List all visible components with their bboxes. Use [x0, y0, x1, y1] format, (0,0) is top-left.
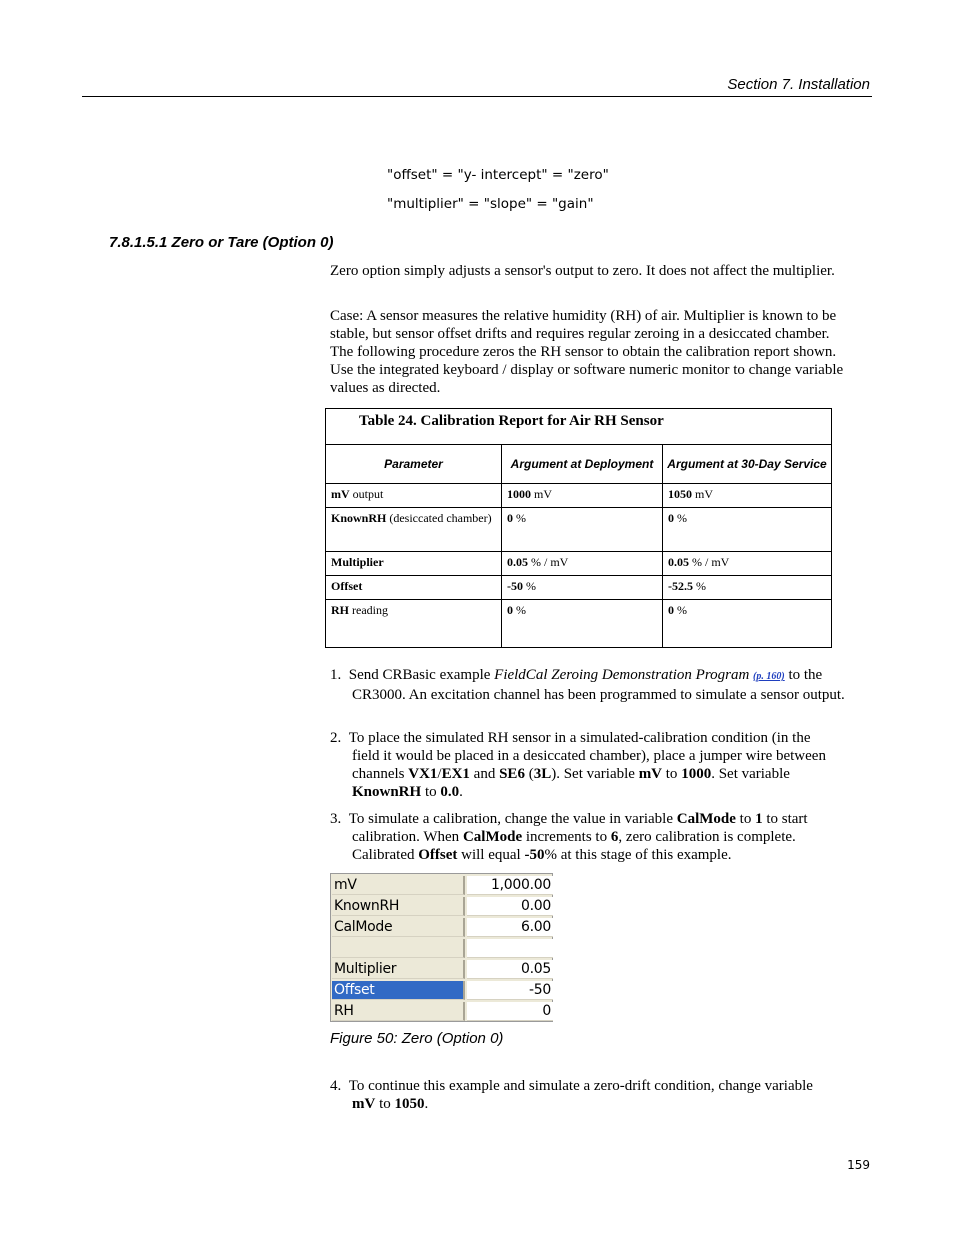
monitor-variable-value[interactable]: 0.05: [467, 960, 553, 979]
table-cell: 0.05 % / mV: [502, 552, 663, 576]
monitor-row-calmode[interactable]: [332, 918, 552, 937]
col-header-parameter: Parameter: [326, 445, 502, 484]
table-row: [326, 576, 832, 600]
table-row: [326, 600, 832, 648]
paragraph-case: Case: A sensor measures the relative humidity (RH) of air. Multiplier is known to be stable, but sensor offset drifts and requires regular zeroing in a desiccated chamber. The following procedure zeros the RH sensor to obtain the calibration report shown. Use the integrated keyboard / display or software numeric monitor to change variable values as directed.: [330, 308, 844, 396]
formula-multiplier: "multiplier" = "slope" = "gain": [387, 196, 594, 212]
table-row: [326, 484, 832, 508]
monitor-variable-name[interactable]: KnownRH: [332, 897, 465, 916]
table-cell: Multiplier: [326, 552, 502, 576]
monitor-variable-name-selected[interactable]: Offset: [332, 981, 465, 1000]
monitor-variable-name[interactable]: CalMode: [332, 918, 465, 937]
table-caption: Table 24. Calibration Report for Air RH Sensor: [326, 409, 832, 445]
monitor-row-offset[interactable]: [332, 981, 552, 1000]
program-name: FieldCal Zeroing Demonstration Program: [494, 667, 750, 683]
monitor-variable-value[interactable]: 6.00: [467, 918, 553, 937]
subheading: 7.8.1.5.1 Zero or Tare (Option 0): [109, 234, 334, 251]
page-reference-link[interactable]: (p. 160): [753, 671, 785, 682]
monitor-variable-value[interactable]: 1,000.00: [467, 876, 553, 895]
figure-caption: Figure 50: Zero (Option 0): [330, 1030, 504, 1047]
page-number: 159: [847, 1158, 870, 1172]
table-cell: 0 %: [502, 508, 663, 552]
col-header-service: Argument at 30-Day Service: [663, 445, 832, 484]
table-cell: -52.5 %: [663, 576, 832, 600]
monitor-variable-value[interactable]: 0.00: [467, 897, 553, 916]
table-header-row: [326, 445, 832, 484]
monitor-row-empty[interactable]: [332, 939, 552, 958]
table-cell: KnownRH (desiccated chamber): [326, 508, 502, 552]
table-cell: RH reading: [326, 600, 502, 648]
table-cell: 0 %: [502, 600, 663, 648]
header-rule: [82, 96, 872, 97]
table-row: [326, 552, 832, 576]
monitor-variable-value[interactable]: [467, 939, 553, 958]
monitor-row-rh[interactable]: [332, 1002, 552, 1021]
step-2: 2. To place the simulated RH sensor in a simulated-calibration condition (in the field it would be placed in a desiccated chamber), place a jumper wire between channels VX1/EX1 and SE6 (3L). Set variable mV to 1000. Set variable KnownRH to 0.0.: [330, 730, 826, 800]
monitor-variable-name[interactable]: mV: [332, 876, 465, 895]
table-cell: mV output: [326, 484, 502, 508]
step-3: 3. To simulate a calibration, change the value in variable CalMode to 1 to start calibration. When CalMode increments to 6, zero calibration is complete. Calibrated Offset will equal -50% at this stage of this example.: [330, 811, 808, 863]
monitor-variable-name[interactable]: RH: [332, 1002, 465, 1021]
calibration-table: [325, 408, 832, 648]
table-cell: 0.05 % / mV: [663, 552, 832, 576]
monitor-variable-name[interactable]: [332, 939, 465, 958]
monitor-row-mv[interactable]: [332, 876, 552, 895]
monitor-variable-value[interactable]: 0: [467, 1002, 553, 1021]
formula-offset: "offset" = "y- intercept" = "zero": [387, 167, 609, 183]
monitor-row-multiplier[interactable]: [332, 960, 552, 979]
paragraph-zero-option: Zero option simply adjusts a sensor's output to zero. It does not affect the multiplier.: [330, 263, 835, 279]
table-cell: 1000 mV: [502, 484, 663, 508]
table-cell: 0 %: [663, 508, 832, 552]
table-cell: 1050 mV: [663, 484, 832, 508]
table-row: [326, 508, 832, 552]
monitor-row-knownrh[interactable]: [332, 897, 552, 916]
table-cell: -50 %: [502, 576, 663, 600]
col-header-deployment: Argument at Deployment: [502, 445, 663, 484]
monitor-variable-value[interactable]: -50: [467, 981, 553, 1000]
table-cell: Offset: [326, 576, 502, 600]
step-4: 4. To continue this example and simulate a zero-drift condition, change variable mV to 1050.: [330, 1078, 813, 1112]
step-1: 1. Send CRBasic example FieldCal Zeroing Demonstration Program (p. 160) to the CR3000. An excitation channel has been programmed to simulate a sensor output.: [330, 667, 845, 703]
section-header: Section 7. Installation: [727, 76, 870, 93]
numeric-monitor: [330, 873, 553, 1022]
table-cell: 0 %: [663, 600, 832, 648]
monitor-variable-name[interactable]: Multiplier: [332, 960, 465, 979]
